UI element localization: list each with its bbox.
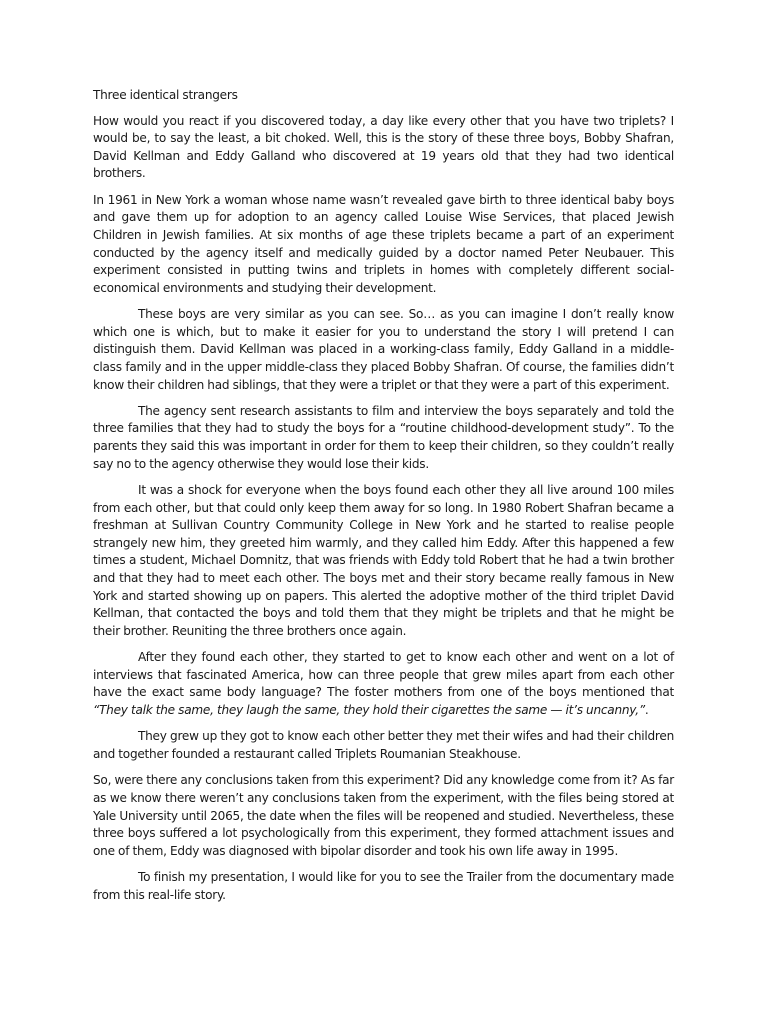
paragraph-background: In 1961 in New York a woman whose name wasn’t revealed gave birth to three identical baby boys and gave them up for adoption to an agency called Louise Wise Services, that placed Jewish Children in Jewish families. At six months of age these triplets became a part of an experiment conducted by the agency itself and medically guided by a doctor named Peter Neubauer. This experiment consisted in putting twins and triplets in homes with completely different social-economical environments and studying their development. — [93, 192, 674, 295]
paragraph-discovery: It was a shock for everyone when the boys found each other they all live around 100 miles from each other, but that could only keep them away for so long. In 1980 Robert Shafran became a freshman at Sullivan Country Community College in New York and he started to realise people strangely new him, they greeted him warmly, and they called him Eddy. After this happened a few times a student, Michael Domnitz, that was friends with Eddy told Robert that he had a twin brother and that they had to meet each other. The boys met and their story became really famous in New York and started showing up on papers. This alerted the adoptive mother of the third triplet David Kellman, that contacted the boys and told them that they might be triplets and that he might be their brother. Reuniting the three brothers once again. — [93, 483, 674, 638]
paragraph-conclusions: So, were there any conclusions taken from this experiment? Did any knowledge come from it? As far as we know there weren’t any conclusions taken from the experiment, with the files being stored at Yale University until 2065, the date when the files will be reopened and studied. Nevertheless, these three boys suffered a lot psychologically from this experiment, they formed attachment issues and one of them, Eddy was diagnosed with bipolar disorder and took his own life away in 1995. — [93, 773, 674, 858]
document-title: Three identical strangers — [93, 88, 238, 102]
mothers-quote: “They talk the same, they laugh the same, they hold their cigarettes the same — it’s uncanny,” — [93, 702, 645, 717]
paragraph-restaurant: They grew up they got to know each other better they met their wifes and had their children and together founded a restaurant called Triplets Roumanian Steakhouse. — [93, 729, 674, 761]
paragraph-placement: These boys are very similar as you can see. So… as you can imagine I don’t really know which one is which, but to make it easier for you to understand the story I will pretend I can distinguish them. David Kellman was placed in a working-class family, Eddy Galland in a middle-class family and in the upper middle-class they placed Bobby Shafran. Of course, the families didn’t know their children had siblings, that they were a triplet or that they were a part of this experiment. — [93, 307, 674, 392]
paragraph-closing: To finish my presentation, I would like for you to see the Trailer from the documentary made from this real-life story. — [93, 870, 674, 902]
paragraph-interviews-end: . — [644, 702, 649, 717]
paragraph-research: The agency sent research assistants to film and interview the boys separately and told the three families that they had to study the boys for a “routine childhood-development study”. To the parents they said this was important in order for them to keep their children, so they couldn’t really say no to the agency otherwise they would lose their kids. — [93, 403, 674, 471]
paragraph-intro: How would you react if you discovered today, a day like every other that you have two triplets? I would be, to say the least, a bit choked. Well, this is the story of these three boys, Bobby Shafran, David Kellman and Eddy Galland who discovered at 19 years old that they had two identical brothers. — [93, 113, 674, 181]
paragraph-interviews — [93, 649, 674, 719]
paragraph-interviews-text: After they found each other, they started to get to know each other and went on a lot of interviews that fascinated America, how can three people that grew miles apart from each other have the exact same body language? The foster mothers from one of the boys mentioned that — [93, 650, 674, 700]
document-body — [93, 87, 674, 913]
